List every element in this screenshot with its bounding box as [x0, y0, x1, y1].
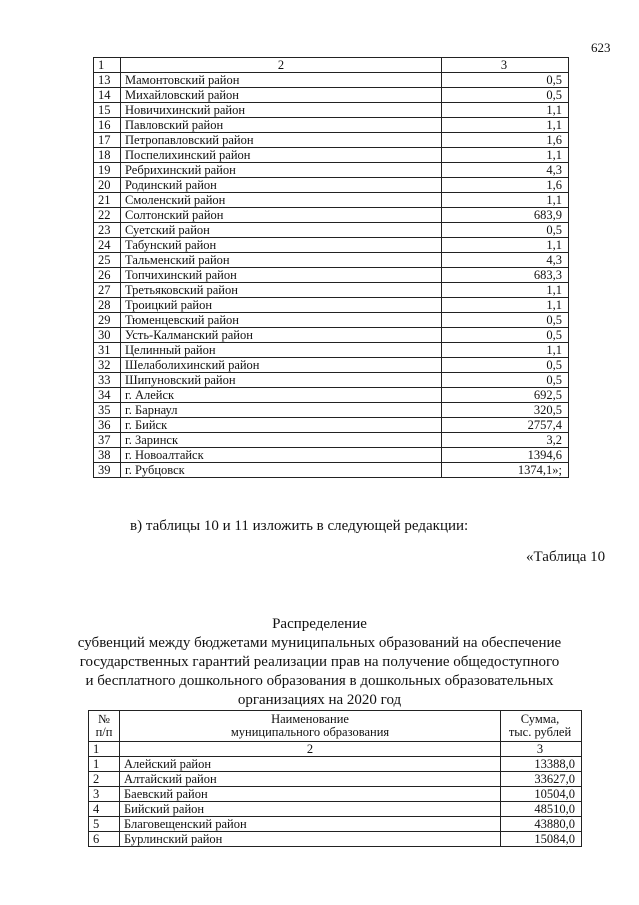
row-number: 22 — [94, 208, 121, 223]
table-header-row — [89, 711, 582, 742]
row-number: 27 — [94, 283, 121, 298]
table-label: «Таблица 10 — [526, 549, 606, 565]
title-line: субвенций между бюджетами муниципальных образований на обеспечение — [77, 635, 562, 651]
table-row — [94, 148, 569, 163]
row-sum: 3,2 — [442, 433, 569, 448]
row-sum: 0,5 — [442, 223, 569, 238]
table-row — [94, 118, 569, 133]
table-row — [94, 283, 569, 298]
header-cell: 3 — [442, 58, 569, 73]
table-title — [0, 615, 639, 710]
row-name: Петропавловский район — [121, 133, 442, 148]
table-row — [94, 298, 569, 313]
row-name: Поспелихинский район — [121, 148, 442, 163]
row-sum: 15084,0 — [501, 832, 582, 847]
row-name: Алейский район — [120, 757, 501, 772]
title-line: и бесплатного дошкольного образования в дошкольных образовательных — [85, 673, 554, 689]
table-row — [94, 313, 569, 328]
row-number: 24 — [94, 238, 121, 253]
table-row — [94, 343, 569, 358]
row-name: г. Рубцовск — [121, 463, 442, 478]
amendment-text: в) таблицы 10 и 11 изложить в следующей редакции: — [130, 518, 469, 534]
row-name: г. Бийск — [121, 418, 442, 433]
row-sum: 1,1 — [442, 193, 569, 208]
table-row — [94, 418, 569, 433]
row-name: Топчихинский район — [121, 268, 442, 283]
row-number: 32 — [94, 358, 121, 373]
header-cell-name: Наименование муниципального образования — [120, 711, 501, 742]
title-line: организациях на 2020 год — [237, 692, 402, 708]
header-cell-sum: Сумма, тыс. рублей — [501, 711, 582, 742]
row-sum: 43880,0 — [501, 817, 582, 832]
row-sum: 1,6 — [442, 178, 569, 193]
row-number: 26 — [94, 268, 121, 283]
row-number: 15 — [94, 103, 121, 118]
row-name: Суетский район — [121, 223, 442, 238]
row-name: Смоленский район — [121, 193, 442, 208]
row-number: 2 — [89, 772, 120, 787]
table-row — [94, 388, 569, 403]
table-row — [94, 433, 569, 448]
row-name: Новичихинский район — [121, 103, 442, 118]
table-row — [94, 328, 569, 343]
row-number: 16 — [94, 118, 121, 133]
row-number: 34 — [94, 388, 121, 403]
header-cell: 1 — [94, 58, 121, 73]
row-sum: 13388,0 — [501, 757, 582, 772]
row-name: г. Барнаул — [121, 403, 442, 418]
row-sum: 1374,1»; — [442, 463, 569, 478]
row-sum: 48510,0 — [501, 802, 582, 817]
row-number: 6 — [89, 832, 120, 847]
table-row — [94, 163, 569, 178]
row-number: 18 — [94, 148, 121, 163]
table-row — [94, 253, 569, 268]
table-header-row — [94, 58, 569, 73]
row-sum: 4,3 — [442, 253, 569, 268]
header-cell: 2 — [121, 58, 442, 73]
row-name: г. Алейск — [121, 388, 442, 403]
row-sum: 1,1 — [442, 148, 569, 163]
row-name: г. Заринск — [121, 433, 442, 448]
row-name: Троицкий район — [121, 298, 442, 313]
row-sum: 0,5 — [442, 373, 569, 388]
table-row — [94, 358, 569, 373]
row-name: Бурлинский район — [120, 832, 501, 847]
row-name: Шипуновский район — [121, 373, 442, 388]
row-number: 30 — [94, 328, 121, 343]
row-sum: 10504,0 — [501, 787, 582, 802]
row-sum: 0,5 — [442, 358, 569, 373]
row-number: 1 — [89, 757, 120, 772]
row-sum: 1,1 — [442, 343, 569, 358]
row-number: 29 — [94, 313, 121, 328]
row-sum: 1394,6 — [442, 448, 569, 463]
row-sum: 0,5 — [442, 328, 569, 343]
title-line: государственных гарантий реализации прав на получение общедоступного — [79, 654, 560, 670]
row-name: г. Новоалтайск — [121, 448, 442, 463]
row-name: Усть-Калманский район — [121, 328, 442, 343]
row-number: 5 — [89, 817, 120, 832]
row-number: 25 — [94, 253, 121, 268]
row-name: Благовещенский район — [120, 817, 501, 832]
row-name: Тюменцевский район — [121, 313, 442, 328]
row-sum: 320,5 — [442, 403, 569, 418]
row-sum: 2757,4 — [442, 418, 569, 433]
row-number: 19 — [94, 163, 121, 178]
table-row — [94, 103, 569, 118]
row-number: 4 — [89, 802, 120, 817]
row-sum: 1,1 — [442, 118, 569, 133]
row-number: 31 — [94, 343, 121, 358]
table-row — [94, 73, 569, 88]
row-number: 17 — [94, 133, 121, 148]
row-sum: 1,1 — [442, 298, 569, 313]
row-sum: 692,5 — [442, 388, 569, 403]
row-number: 38 — [94, 448, 121, 463]
row-sum: 1,1 — [442, 238, 569, 253]
row-number: 3 — [89, 787, 120, 802]
row-number: 23 — [94, 223, 121, 238]
row-sum: 33627,0 — [501, 772, 582, 787]
table-row — [94, 403, 569, 418]
row-number: 28 — [94, 298, 121, 313]
table-index-row — [89, 742, 582, 757]
row-name: Бийский район — [120, 802, 501, 817]
page-number: 623 — [591, 40, 611, 55]
table-row — [94, 373, 569, 388]
index-cell: 3 — [501, 742, 582, 757]
title-line: Распределение — [272, 616, 367, 632]
table-row — [94, 268, 569, 283]
row-name: Алтайский район — [120, 772, 501, 787]
table-row — [89, 757, 582, 772]
table-row — [94, 223, 569, 238]
subvention-table-10 — [88, 710, 582, 847]
row-sum: 683,3 — [442, 268, 569, 283]
row-name: Тальменский район — [121, 253, 442, 268]
row-number: 13 — [94, 73, 121, 88]
row-sum: 0,5 — [442, 73, 569, 88]
row-number: 21 — [94, 193, 121, 208]
row-sum: 0,5 — [442, 313, 569, 328]
subvention-table-continued — [93, 57, 569, 478]
index-cell: 1 — [89, 742, 120, 757]
row-name: Михайловский район — [121, 88, 442, 103]
row-sum: 1,1 — [442, 103, 569, 118]
row-name: Павловский район — [121, 118, 442, 133]
row-name: Ребрихинский район — [121, 163, 442, 178]
index-cell: 2 — [120, 742, 501, 757]
table-row — [94, 178, 569, 193]
table-row — [89, 787, 582, 802]
table-row — [94, 448, 569, 463]
row-name: Табунский район — [121, 238, 442, 253]
table-row — [89, 772, 582, 787]
row-sum: 1,6 — [442, 133, 569, 148]
row-sum: 4,3 — [442, 163, 569, 178]
table-row — [89, 817, 582, 832]
row-sum: 0,5 — [442, 88, 569, 103]
row-name: Солтонский район — [121, 208, 442, 223]
row-number: 35 — [94, 403, 121, 418]
row-sum: 683,9 — [442, 208, 569, 223]
row-number: 37 — [94, 433, 121, 448]
table-row — [94, 133, 569, 148]
row-number: 14 — [94, 88, 121, 103]
table-row — [89, 802, 582, 817]
row-number: 20 — [94, 178, 121, 193]
row-name: Баевский район — [120, 787, 501, 802]
row-number: 36 — [94, 418, 121, 433]
table-row — [94, 238, 569, 253]
row-name: Третьяковский район — [121, 283, 442, 298]
row-name: Мамонтовский район — [121, 73, 442, 88]
table-row — [89, 832, 582, 847]
table-row — [94, 193, 569, 208]
row-name: Родинский район — [121, 178, 442, 193]
table-row — [94, 208, 569, 223]
row-sum: 1,1 — [442, 283, 569, 298]
row-number: 39 — [94, 463, 121, 478]
header-cell-number: № п/п — [89, 711, 120, 742]
table-row — [94, 88, 569, 103]
row-name: Целинный район — [121, 343, 442, 358]
row-number: 33 — [94, 373, 121, 388]
row-name: Шелаболихинский район — [121, 358, 442, 373]
table-row — [94, 463, 569, 478]
